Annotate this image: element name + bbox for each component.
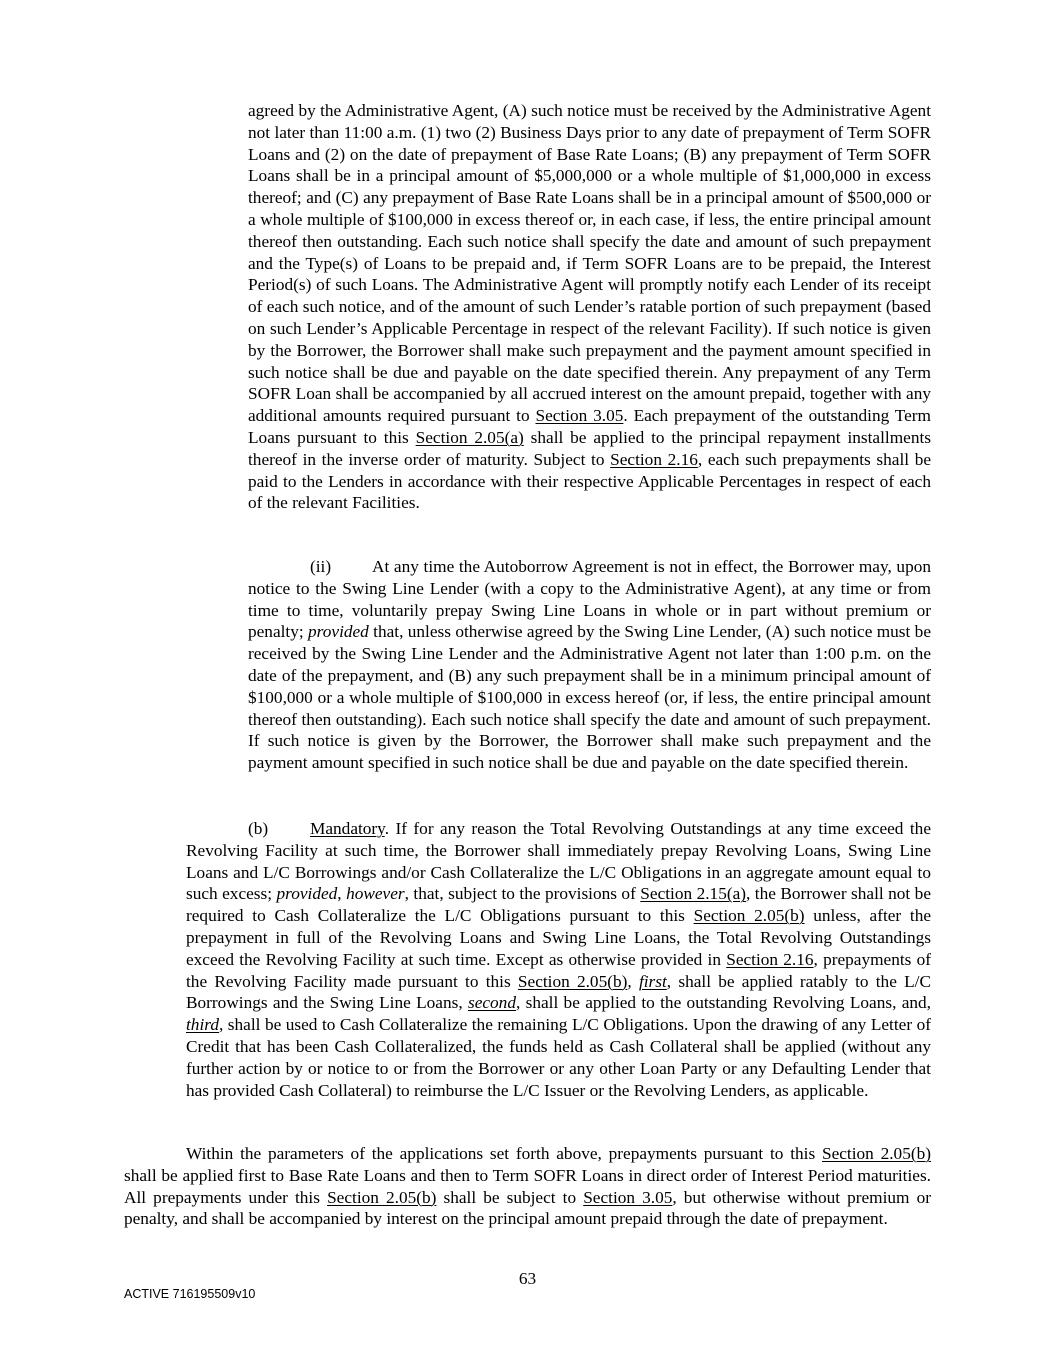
section-link[interactable]: Section 2.05(b) bbox=[517, 971, 628, 991]
text: , prepayments of the Revolving Facility made pursuant to this bbox=[186, 949, 931, 991]
paragraph-application-order bbox=[124, 1143, 931, 1230]
section-link[interactable]: Section 3.05 bbox=[535, 406, 624, 426]
paragraph-prepayment-notice bbox=[248, 100, 931, 514]
paragraph-mandatory-prepayment bbox=[186, 818, 931, 1101]
text: , shall be applied to the outstanding Revolving Loans, and, bbox=[515, 993, 931, 1013]
document-id: ACTIVE 716195509v10 bbox=[124, 1287, 256, 1301]
text: agreed by the Administrative Agent, (A) such notice must be received by the Administrative Agent not later than 11:00 a.m. (1) two (2) Business Days prior to any date of prepayment of Term SOFR Loans and (2) on the date of prepayment of Base Rate Loans; (B) any prepayment of Term SOFR Loans shall be in a principal amount of $5,000,000 or a whole multiple of $1,000,000 in excess thereof; and (C) any prepayment of Base Rate Loans shall be in a principal amount of $500,000 or a whole multiple of $100,000 in excess thereof or, in each case, if less, the entire principal amount thereof then outstanding. Each such notice shall specify the date and amount of such prepayment and the Type(s) of Loans to be prepaid and, if Term SOFR Loans are to be prepaid, the Interest Period(s) of such Loans. The Administrative Agent will promptly notify each Lender of its receipt of each such notice, and of the amount of such Lender’s ratable portion of such prepayment (based on such Lender’s Applicable Percentage in respect of the relevant Facility). If such notice is given by the Borrower, the Borrower shall make such prepayment and the payment amount specified in such notice shall be due and payable on the date specified therein. Any prepayment of any Term SOFR Loan shall be accompanied by all accrued interest on the amount prepaid, together with any additional amounts required pursuant to bbox=[248, 101, 931, 426]
text: . Each prepayment of the outstanding Term Loans pursuant to this bbox=[248, 406, 931, 447]
section-link[interactable]: Section 2.15(a) bbox=[640, 884, 747, 904]
text: At any time the Autoborrow Agreement is not in effect, the Borrower may, upon notice to the Swing Line Lender (with a copy to the Administrative Agent), at any time or from time to time, voluntarily prepay Swing Line Loans in whole or in part without premium or penalty; bbox=[248, 557, 931, 642]
text: that, unless otherwise agreed by the Swing Line Lender, (A) such notice must be received by the Swing Line Lender and the Administrative Agent not later than 1:00 p.m. on the date of the prepayment, and (B) any such prepayment shall be in a minimum principal amount of $100,000 or a whole multiple of $100,000 in excess hereof (or, if less, the entire principal amount thereof then outstanding). Each such notice shall specify the date and amount of such prepayment. If such notice is given by the Borrower, the Borrower shall make such prepayment and the payment amount specified in such notice shall be due and payable on the date specified therein. bbox=[248, 622, 931, 773]
section-link[interactable]: Section 2.05(b) bbox=[693, 906, 805, 926]
section-link[interactable]: Section 2.05(a) bbox=[415, 427, 524, 447]
clause-number: (b) bbox=[248, 819, 269, 838]
text: , bbox=[627, 971, 639, 991]
text: , the Borrower shall not be required to Cash Collateralize the L/C Obligations pursuant to this bbox=[186, 884, 931, 926]
italic-term: provided bbox=[308, 622, 369, 642]
section-link[interactable]: Section 2.16 bbox=[610, 449, 698, 469]
italic-underlined-term: first bbox=[638, 971, 667, 991]
text: shall be applied to the principal repayment installments thereof in the inverse order of maturity. Subject to bbox=[248, 427, 931, 469]
section-link[interactable]: Section 3.05 bbox=[583, 1187, 673, 1207]
text: . If for any reason the Total Revolving Outstandings at any time exceed the Revolving Facility at such time, the Borrower shall immediately prepay Revolving Loans, Swing Line Loans and L/C Borrowings and/or Cash Collateralize the L/C Obligations in an aggregate amount equal to such excess; bbox=[186, 819, 931, 904]
text: unless, after the prepayment in full of the Revolving Loans and Swing Line Loans, the Total Revolving Outstandings exceed the Revolving Facility at such time. Except as otherwise provided in bbox=[186, 906, 932, 969]
text: shall be applied first to Base Rate Loans and then to Term SOFR Loans in direct order of Interest Period maturities. All prepayments under this bbox=[124, 1165, 931, 1207]
clause-number: (ii) bbox=[310, 557, 332, 576]
text: , but otherwise without premium or penalty, and shall be accompanied by interest on the principal amount prepaid through the date of prepayment. bbox=[124, 1187, 931, 1229]
text: , shall be applied ratably to the L/C Borrowings and the Swing Line Loans, bbox=[186, 971, 931, 1013]
paragraph-swing-line-prepayment bbox=[248, 556, 931, 774]
section-link[interactable]: Section 2.05(b) bbox=[327, 1187, 437, 1207]
text: Within the parameters of the applications set forth above, prepayments pursuant to this bbox=[186, 1144, 822, 1163]
italic-term: provided bbox=[276, 884, 338, 904]
page-number: 63 bbox=[518, 1269, 537, 1288]
italic-underlined-term: third bbox=[186, 1015, 219, 1035]
section-link[interactable]: Section 2.16 bbox=[726, 949, 814, 969]
section-link[interactable]: Section 2.05(b) bbox=[821, 1144, 931, 1163]
text: , each such prepayments shall be paid to the Lenders in accordance with their respective Applicable Percentages in respect of each of the relevant Facilities. bbox=[248, 449, 932, 513]
text: , shall be used to Cash Collateralize the remaining L/C Obligations. Upon the drawing of any Letter of Credit that has been Cash Collateralized, the funds held as Cash Collateral shall be applied (without any further action by or notice to or from the Borrower or any other Loan Party or any Defaulting Lender that has provided Cash Collateral) to reimburse the L/C Issuer or the Revolving Lenders, as applicable. bbox=[186, 1015, 931, 1100]
text: , bbox=[337, 884, 347, 904]
italic-underlined-term: second bbox=[467, 993, 516, 1013]
italic-term: however bbox=[346, 884, 405, 904]
text: , that, subject to the provisions of bbox=[404, 884, 641, 904]
text: shall be subject to bbox=[436, 1187, 584, 1207]
clause-heading: Mandatory bbox=[310, 819, 385, 838]
